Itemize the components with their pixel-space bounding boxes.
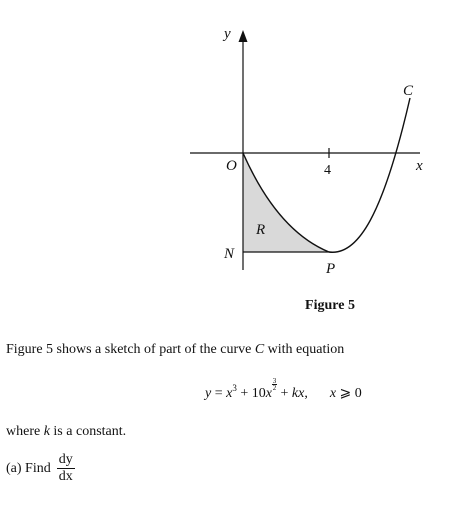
derivative-fraction — [57, 452, 75, 485]
point-p-label: P — [326, 261, 336, 277]
intro-sentence — [6, 342, 344, 358]
figure-caption: Figure 5 — [305, 298, 355, 313]
origin-label: O — [226, 158, 237, 174]
curve-label-c: C — [403, 83, 414, 99]
x-axis-label: x — [416, 158, 423, 174]
eq-exp2-den: 2 — [272, 384, 277, 392]
where-k: k — [43, 424, 50, 439]
eq-y: y — [205, 386, 212, 401]
eq-plus2: + — [276, 386, 292, 401]
part-a-label: (a) Find — [6, 460, 51, 476]
intro-curve-name: C — [254, 342, 265, 357]
eq-x1: x — [226, 386, 233, 401]
eq-equals: = — [211, 386, 227, 401]
eq-x2: x — [265, 386, 272, 401]
where-start: where — [6, 424, 44, 439]
question-part-a — [6, 452, 75, 485]
where-sentence — [6, 424, 126, 440]
eq-exp2-num: 3 — [272, 377, 277, 385]
x-tick-label-4: 4 — [324, 163, 331, 178]
eq-cond-x: x — [329, 386, 337, 401]
derivative-numerator: dy — [58, 452, 73, 467]
y-axis-arrow-icon — [239, 30, 248, 42]
y-axis-label: y — [224, 26, 231, 42]
derivative-denominator: dx — [58, 469, 73, 484]
eq-comma: , — [304, 386, 308, 401]
intro-text-end: with equation — [264, 342, 345, 357]
eq-exp1: 3 — [232, 383, 237, 393]
point-n-label: N — [224, 246, 235, 262]
eq-plus1: + 10 — [236, 386, 266, 401]
eq-cond-rest: ⩾ 0 — [336, 386, 362, 401]
curve-equation — [205, 378, 362, 402]
eq-kx: kx — [291, 386, 305, 401]
intro-text-start: Figure 5 shows a sketch of part of the curve — [6, 342, 255, 357]
where-end: is a constant. — [49, 424, 127, 439]
region-label-r: R — [256, 222, 266, 238]
